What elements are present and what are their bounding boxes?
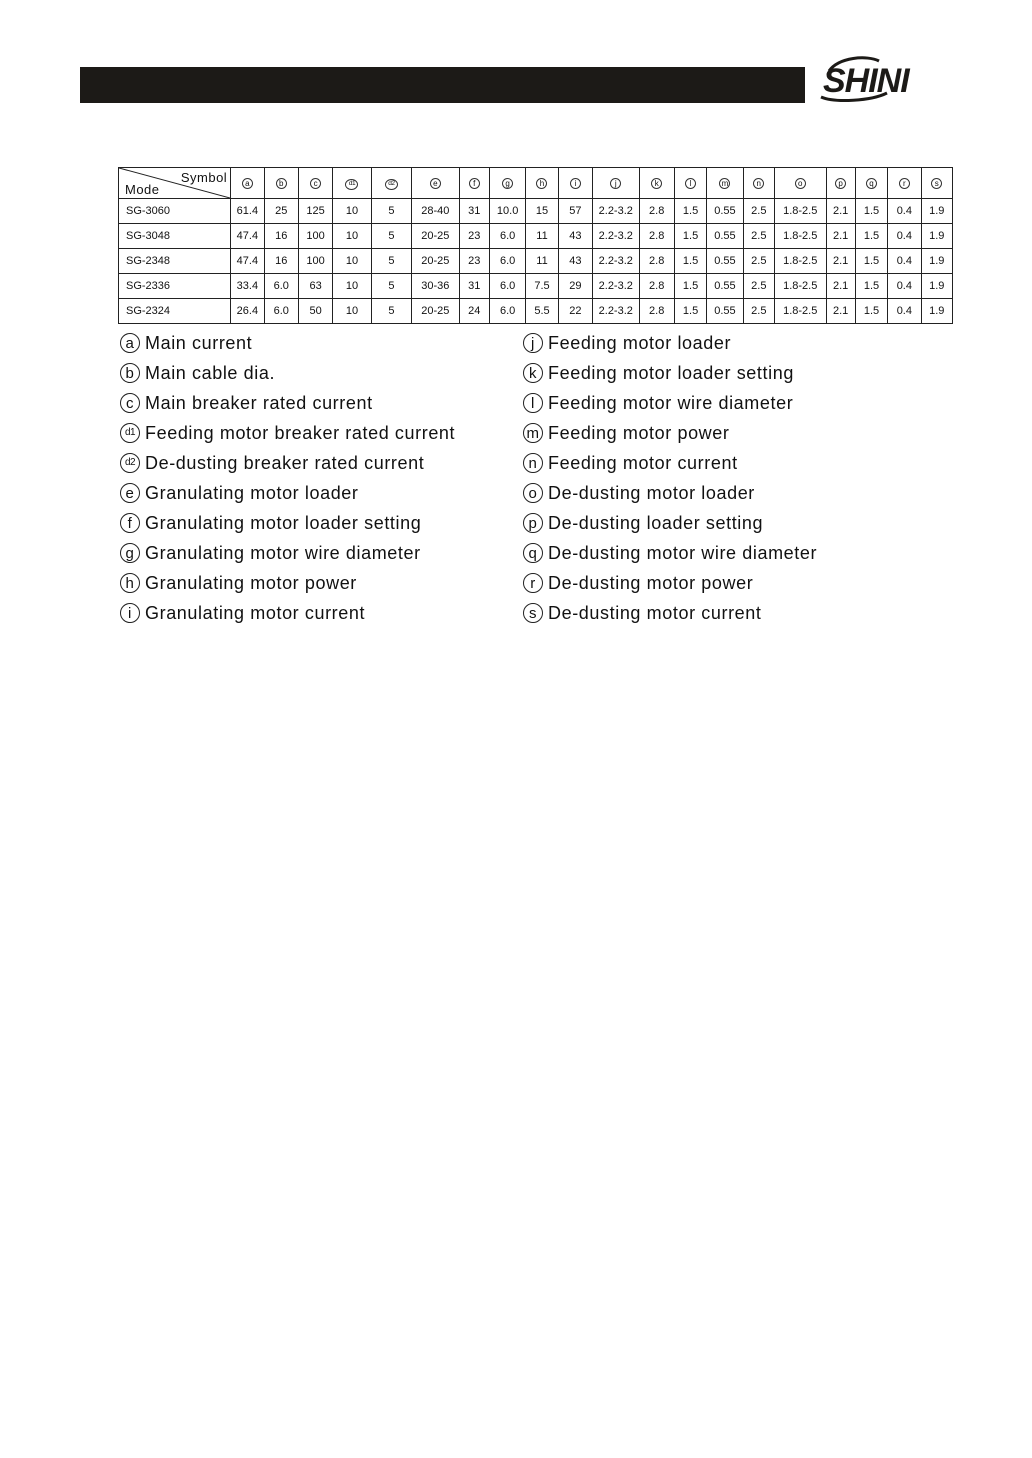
legend-label: Main current xyxy=(145,332,253,353)
value-cell: 1.5 xyxy=(855,299,887,324)
value-cell: 2.5 xyxy=(743,299,774,324)
value-cell: 2.1 xyxy=(826,299,855,324)
value-cell: 2.2-3.2 xyxy=(593,274,640,299)
value-cell: 2.8 xyxy=(639,199,674,224)
value-cell: 24 xyxy=(459,299,489,324)
legend-symbol-marker: l xyxy=(523,393,543,413)
value-cell: 10 xyxy=(333,274,371,299)
value-cell: 5 xyxy=(371,224,411,249)
value-cell: 16 xyxy=(264,249,298,274)
legend-label: De-dusting motor current xyxy=(548,602,762,623)
value-cell: 63 xyxy=(298,274,332,299)
legend-symbol-marker: d1 xyxy=(120,423,140,443)
symbol-marker: k xyxy=(651,178,662,189)
value-cell: 2.5 xyxy=(743,199,774,224)
value-cell: 2.2-3.2 xyxy=(593,299,640,324)
value-cell: 2.1 xyxy=(826,274,855,299)
column-header xyxy=(371,168,411,199)
column-header xyxy=(743,168,774,199)
column-header xyxy=(412,168,460,199)
value-cell: 2.2-3.2 xyxy=(593,224,640,249)
column-header xyxy=(526,168,558,199)
legend-label: Feeding motor wire diameter xyxy=(548,392,794,413)
legend-symbol-marker: j xyxy=(523,333,543,353)
header-bar xyxy=(80,67,805,103)
table-row xyxy=(119,199,953,224)
legend-right-column xyxy=(523,328,817,628)
symbol-marker: c xyxy=(310,178,321,189)
value-cell: 1.8-2.5 xyxy=(774,249,826,274)
value-cell: 10.0 xyxy=(489,199,525,224)
value-cell: 23 xyxy=(459,249,489,274)
value-cell: 2.1 xyxy=(826,199,855,224)
value-cell: 2.2-3.2 xyxy=(593,199,640,224)
value-cell: 1.8-2.5 xyxy=(774,224,826,249)
value-cell: 2.1 xyxy=(826,224,855,249)
value-cell: 1.5 xyxy=(674,274,706,299)
value-cell: 2.5 xyxy=(743,249,774,274)
value-cell: 43 xyxy=(558,249,592,274)
value-cell: 6.0 xyxy=(489,274,525,299)
legend-item xyxy=(523,598,817,628)
value-cell: 47.4 xyxy=(231,224,264,249)
legend-symbol-marker: n xyxy=(523,453,543,473)
legend-left-column xyxy=(120,328,455,628)
symbol-marker: i xyxy=(570,178,581,189)
value-cell: 47.4 xyxy=(231,249,264,274)
legend-item xyxy=(120,538,455,568)
legend-label: Feeding motor loader xyxy=(548,332,732,353)
value-cell: 0.4 xyxy=(888,299,921,324)
value-cell: 61.4 xyxy=(231,199,264,224)
legend-label: Main cable dia. xyxy=(145,362,276,383)
value-cell: 57 xyxy=(558,199,592,224)
symbol-marker: e xyxy=(430,178,441,189)
legend-item xyxy=(120,388,455,418)
legend-label: Granulating motor current xyxy=(145,602,366,623)
value-cell: 0.4 xyxy=(888,199,921,224)
legend-label: Granulating motor loader setting xyxy=(145,512,422,533)
value-cell: 1.5 xyxy=(674,199,706,224)
value-cell: 0.4 xyxy=(888,224,921,249)
model-cell: SG-2336 xyxy=(119,274,231,299)
value-cell: 31 xyxy=(459,199,489,224)
value-cell: 1.5 xyxy=(674,224,706,249)
value-cell: 6.0 xyxy=(264,274,298,299)
value-cell: 20-25 xyxy=(412,299,460,324)
model-cell: SG-3048 xyxy=(119,224,231,249)
value-cell: 1.5 xyxy=(855,224,887,249)
symbol-marker: d1 xyxy=(345,179,358,190)
symbol-marker: m xyxy=(719,178,730,189)
value-cell: 50 xyxy=(298,299,332,324)
legend-symbol-marker: q xyxy=(523,543,543,563)
table-body xyxy=(119,199,953,324)
legend-symbol-marker: c xyxy=(120,393,140,413)
column-header xyxy=(489,168,525,199)
value-cell: 1.9 xyxy=(921,249,952,274)
value-cell: 33.4 xyxy=(231,274,264,299)
value-cell: 1.9 xyxy=(921,274,952,299)
value-cell: 2.2-3.2 xyxy=(593,249,640,274)
legend-item xyxy=(120,598,455,628)
table-header-row xyxy=(119,168,953,199)
legend-label: De-dusting loader setting xyxy=(548,512,764,533)
column-header xyxy=(674,168,706,199)
symbol-marker: f xyxy=(469,178,480,189)
legend-label: Granulating motor wire diameter xyxy=(145,542,421,563)
legend-symbol-marker: g xyxy=(120,543,140,563)
value-cell: 43 xyxy=(558,224,592,249)
value-cell: 10 xyxy=(333,249,371,274)
legend-symbol-marker: e xyxy=(120,483,140,503)
spec-table xyxy=(118,167,953,324)
column-header xyxy=(298,168,332,199)
column-header xyxy=(264,168,298,199)
legend-symbol-marker: r xyxy=(523,573,543,593)
legend-item xyxy=(523,538,817,568)
legend-symbol-marker: k xyxy=(523,363,543,383)
column-header xyxy=(707,168,743,199)
legend-item xyxy=(120,448,455,478)
column-header xyxy=(826,168,855,199)
column-header xyxy=(593,168,640,199)
value-cell: 5 xyxy=(371,199,411,224)
value-cell: 2.8 xyxy=(639,274,674,299)
model-cell: SG-3060 xyxy=(119,199,231,224)
value-cell: 31 xyxy=(459,274,489,299)
value-cell: 20-25 xyxy=(412,249,460,274)
column-header xyxy=(231,168,264,199)
value-cell: 5.5 xyxy=(526,299,558,324)
value-cell: 1.5 xyxy=(674,299,706,324)
symbol-marker: j xyxy=(610,178,621,189)
value-cell: 5 xyxy=(371,299,411,324)
value-cell: 0.55 xyxy=(707,249,743,274)
table-row xyxy=(119,249,953,274)
legend-item xyxy=(120,478,455,508)
column-header xyxy=(558,168,592,199)
column-header xyxy=(774,168,826,199)
legend-item xyxy=(120,328,455,358)
column-header xyxy=(639,168,674,199)
legend-item xyxy=(523,448,817,478)
value-cell: 125 xyxy=(298,199,332,224)
symbol-marker: p xyxy=(835,178,846,189)
symbol-marker: n xyxy=(753,178,764,189)
symbol-marker: a xyxy=(242,178,253,189)
value-cell: 26.4 xyxy=(231,299,264,324)
symbol-marker: s xyxy=(931,178,942,189)
value-cell: 2.5 xyxy=(743,274,774,299)
value-cell: 5 xyxy=(371,274,411,299)
value-cell: 28-40 xyxy=(412,199,460,224)
symbol-marker: d2 xyxy=(385,179,398,190)
legend-symbol-marker: b xyxy=(120,363,140,383)
column-header xyxy=(855,168,887,199)
symbol-marker: l xyxy=(685,178,696,189)
legend-item xyxy=(523,508,817,538)
value-cell: 5 xyxy=(371,249,411,274)
column-header xyxy=(888,168,921,199)
table-row xyxy=(119,299,953,324)
symbol-marker: g xyxy=(502,178,513,189)
symbol-marker: q xyxy=(866,178,877,189)
value-cell: 1.9 xyxy=(921,299,952,324)
legend-symbol-marker: m xyxy=(523,423,543,443)
value-cell: 2.8 xyxy=(639,249,674,274)
legend-label: De-dusting motor loader xyxy=(548,482,755,503)
table-row xyxy=(119,274,953,299)
value-cell: 0.55 xyxy=(707,274,743,299)
value-cell: 1.5 xyxy=(674,249,706,274)
legend-label: Feeding motor power xyxy=(548,422,730,443)
column-header xyxy=(921,168,952,199)
legend-label: De-dusting breaker rated current xyxy=(145,452,425,473)
value-cell: 29 xyxy=(558,274,592,299)
value-cell: 16 xyxy=(264,224,298,249)
corner-cell xyxy=(119,168,231,199)
legend-symbol-marker: s xyxy=(523,603,543,623)
legend-symbol-marker: p xyxy=(523,513,543,533)
value-cell: 6.0 xyxy=(264,299,298,324)
logo-wordmark: SHINI xyxy=(823,62,909,100)
value-cell: 1.9 xyxy=(921,199,952,224)
value-cell: 15 xyxy=(526,199,558,224)
legend-label: De-dusting motor wire diameter xyxy=(548,542,818,563)
legend-item xyxy=(120,358,455,388)
model-cell: SG-2348 xyxy=(119,249,231,274)
value-cell: 7.5 xyxy=(526,274,558,299)
value-cell: 0.55 xyxy=(707,299,743,324)
legend-label: Feeding motor loader setting xyxy=(548,362,794,383)
legend-symbol-marker: d2 xyxy=(120,453,140,473)
value-cell: 1.5 xyxy=(855,249,887,274)
legend-label: Feeding motor breaker rated current xyxy=(145,422,456,443)
legend-label: Granulating motor power xyxy=(145,572,357,593)
value-cell: 22 xyxy=(558,299,592,324)
value-cell: 10 xyxy=(333,224,371,249)
value-cell: 100 xyxy=(298,249,332,274)
value-cell: 2.8 xyxy=(639,224,674,249)
legend-symbol-marker: h xyxy=(120,573,140,593)
value-cell: 6.0 xyxy=(489,249,525,274)
value-cell: 0.55 xyxy=(707,224,743,249)
legend-item xyxy=(523,388,817,418)
table-row xyxy=(119,224,953,249)
value-cell: 6.0 xyxy=(489,224,525,249)
value-cell: 23 xyxy=(459,224,489,249)
legend-item xyxy=(120,508,455,538)
value-cell: 1.5 xyxy=(855,274,887,299)
legend-item xyxy=(120,568,455,598)
legend-symbol-marker: a xyxy=(120,333,140,353)
value-cell: 6.0 xyxy=(489,299,525,324)
legend-symbol-marker: f xyxy=(120,513,140,533)
legend-symbol-marker: i xyxy=(120,603,140,623)
value-cell: 10 xyxy=(333,299,371,324)
value-cell: 0.55 xyxy=(707,199,743,224)
value-cell: 25 xyxy=(264,199,298,224)
legend-label: Main breaker rated current xyxy=(145,392,373,413)
value-cell: 11 xyxy=(526,224,558,249)
value-cell: 20-25 xyxy=(412,224,460,249)
value-cell: 10 xyxy=(333,199,371,224)
column-header xyxy=(333,168,371,199)
value-cell: 1.8-2.5 xyxy=(774,299,826,324)
symbol-marker: r xyxy=(899,178,910,189)
value-cell: 2.5 xyxy=(743,224,774,249)
value-cell: 30-36 xyxy=(412,274,460,299)
legend-item xyxy=(523,568,817,598)
value-cell: 100 xyxy=(298,224,332,249)
shini-logo-graphic xyxy=(815,55,957,105)
legend-label: Feeding motor current xyxy=(548,452,738,473)
symbol-marker: o xyxy=(795,178,806,189)
legend-item xyxy=(120,418,455,448)
model-cell: SG-2324 xyxy=(119,299,231,324)
legend-item xyxy=(523,418,817,448)
legend-item xyxy=(523,478,817,508)
value-cell: 11 xyxy=(526,249,558,274)
value-cell: 0.4 xyxy=(888,249,921,274)
symbol-marker: b xyxy=(276,178,287,189)
value-cell: 1.8-2.5 xyxy=(774,199,826,224)
legend-item xyxy=(523,328,817,358)
shini-logo xyxy=(815,55,957,105)
corner-mode-label: Mode xyxy=(125,182,160,197)
legend-label: De-dusting motor power xyxy=(548,572,754,593)
column-header xyxy=(459,168,489,199)
value-cell: 0.4 xyxy=(888,274,921,299)
value-cell: 1.5 xyxy=(855,199,887,224)
legend-item xyxy=(523,358,817,388)
legend-symbol-marker: o xyxy=(523,483,543,503)
symbol-marker: h xyxy=(536,178,547,189)
value-cell: 1.9 xyxy=(921,224,952,249)
value-cell: 2.8 xyxy=(639,299,674,324)
value-cell: 2.1 xyxy=(826,249,855,274)
legend-label: Granulating motor loader xyxy=(145,482,359,503)
corner-symbol-label: Symbol xyxy=(180,170,228,185)
value-cell: 1.8-2.5 xyxy=(774,274,826,299)
